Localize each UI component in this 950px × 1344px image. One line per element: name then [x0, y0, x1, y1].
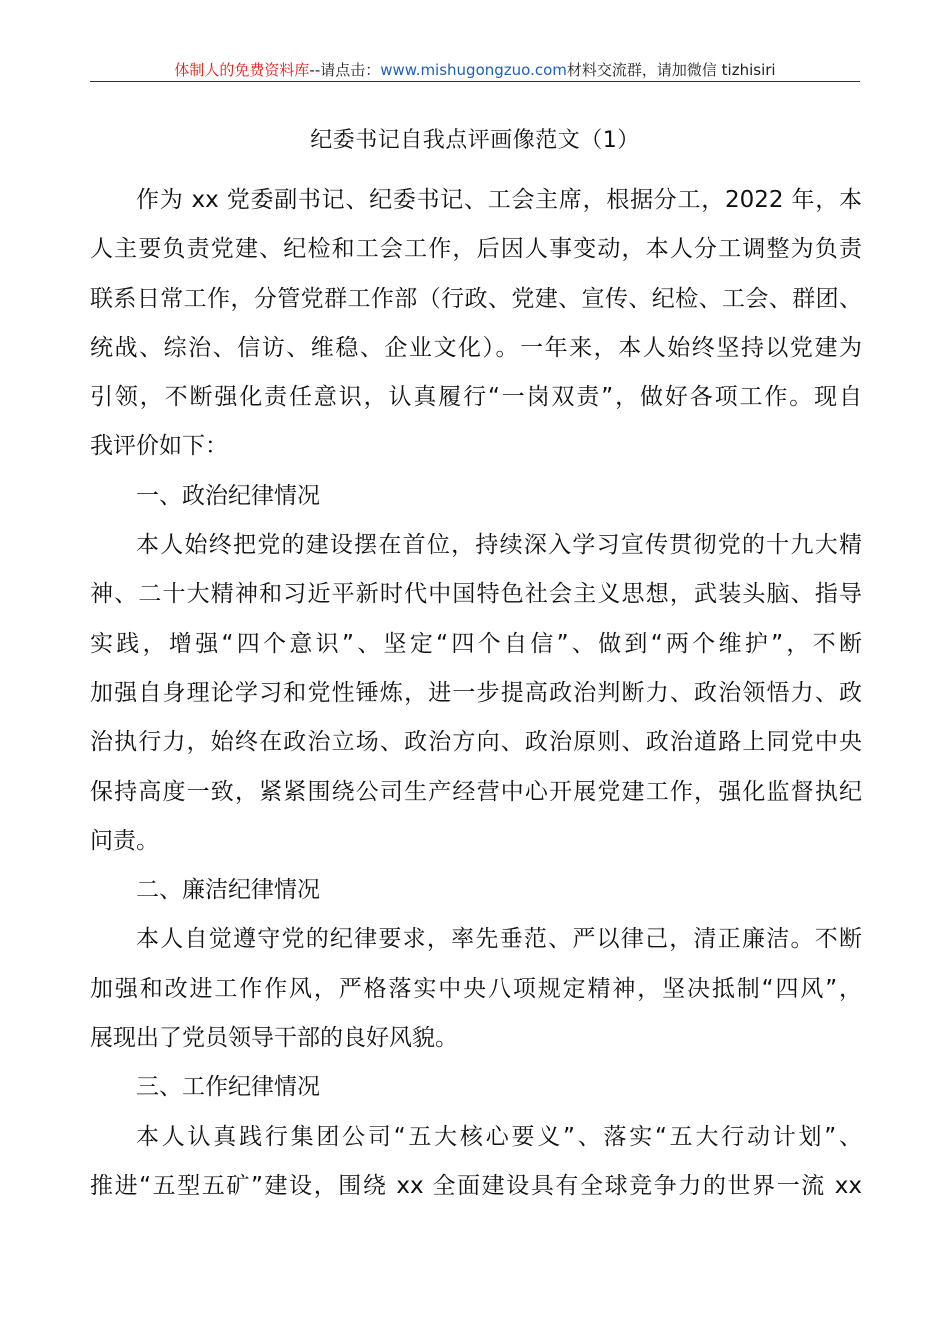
body-line: 推进“五型五矿”建设，围绕 xx 全面建设具有全球竞争力的世界一流 xx — [90, 1172, 862, 1199]
document-title: 纪委书记自我点评画像范文（1） — [310, 128, 640, 153]
header-url-link[interactable]: www.mishugongzuo.com — [380, 61, 567, 79]
header-prompt: --请点击： — [309, 61, 381, 79]
body-line: 展现出了党员领导干部的良好风貌。 — [90, 1025, 458, 1052]
body-line: 加强和改进工作作风，严格落实中央八项规定精神，坚决抵制“四风”， — [90, 975, 862, 1002]
body-line: 引领，不断强化责任意识，认真履行“一岗双责”，做好各项工作。现自 — [90, 384, 862, 411]
body-line: 作为 xx 党委副书记、纪委书记、工会主席，根据分工，2022 年，本 — [136, 187, 862, 213]
body-line: 实践，增强“四个意识”、坚定“四个自信”、做到“两个维护”，不断 — [90, 630, 862, 657]
header-tail: 材料交流群，请加微信 tizhisiri — [566, 61, 776, 79]
section-heading-integrity: 二、廉洁纪律情况 — [136, 877, 320, 904]
body-line: 统战、综治、信访、维稳、企业文化）。一年来，本人始终坚持以党建为 — [90, 334, 862, 361]
body-line: 问责。 — [90, 827, 159, 854]
body-line: 本人自觉遵守党的纪律要求，率先垂范、严以律己，清正廉洁。不断 — [136, 926, 862, 953]
body-line: 联系日常工作，分管党群工作部（行政、党建、宣传、纪检、工会、群团、 — [90, 285, 862, 312]
header-brand: 体制人的免费资料库 — [174, 61, 310, 79]
body-line: 本人认真践行集团公司“五大核心要义”、落实“五大行动计划”、 — [136, 1123, 862, 1150]
body-line: 本人始终把党的建设摆在首位，持续深入学习宣传贯彻党的十九大精 — [136, 532, 862, 559]
header-banner — [90, 58, 860, 82]
header-divider — [90, 81, 860, 82]
body-line: 神、二十大精神和习近平新时代中国特色社会主义思想，武装头脑、指导 — [90, 581, 862, 608]
body-line: 保持高度一致，紧紧围绕公司生产经营中心开展党建工作，强化监督执纪 — [90, 778, 862, 805]
body-line: 人主要负责党建、纪检和工会工作，后因人事变动，本人分工调整为负责 — [90, 236, 862, 263]
section-heading-political: 一、政治纪律情况 — [136, 482, 320, 509]
body-line: 我评价如下： — [90, 433, 228, 460]
body-line: 加强自身理论学习和党性锤炼，进一步提高政治判断力、政治领悟力、政 — [90, 679, 862, 706]
document-body — [90, 176, 862, 1211]
body-line: 治执行力，始终在政治立场、政治方向、政治原则、政治道路上同党中央 — [90, 729, 862, 756]
section-heading-work: 三、工作纪律情况 — [136, 1074, 320, 1101]
